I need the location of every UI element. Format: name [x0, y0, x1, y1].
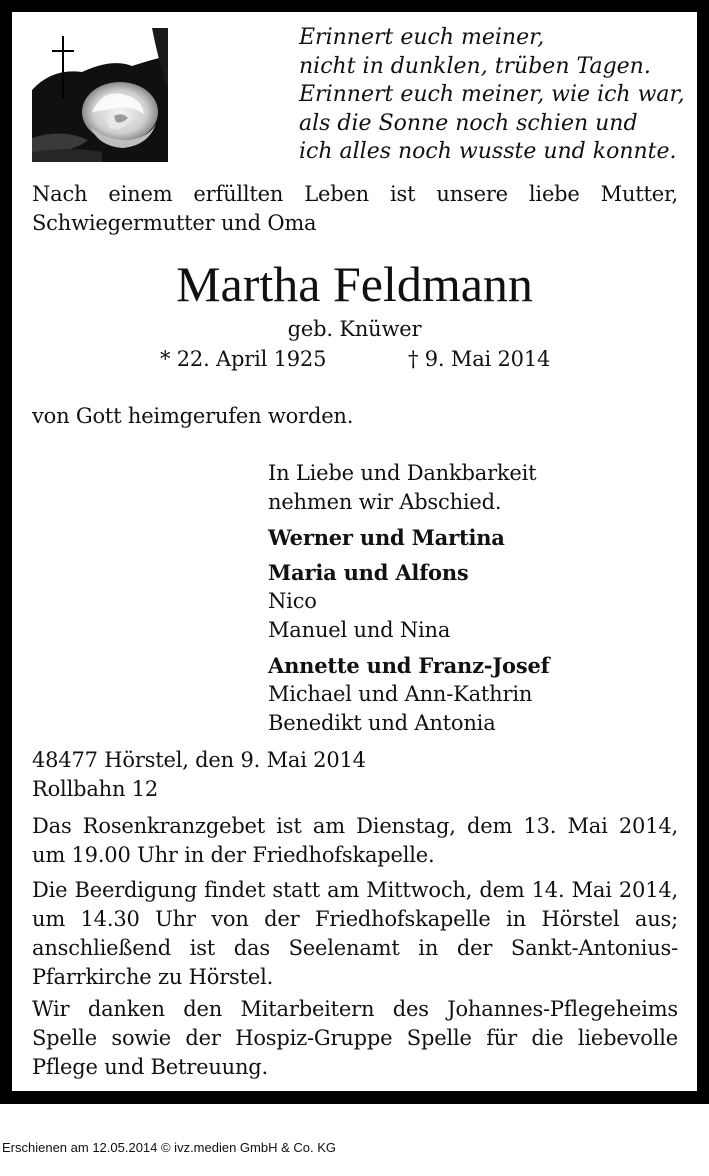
deceased-name: Martha Feldmann [176, 256, 533, 312]
called-home-text: von Gott heimgerufen worden. [32, 404, 354, 428]
rosary-paragraph: Das Rosenkranzgebet ist am Dienstag, dem 13. Mai 2014, um 19.00 Uhr in der Friedhofskapelle. [32, 814, 678, 867]
family-head: Maria und Alfons [268, 560, 469, 585]
poem-line: Erinnert euch meiner, wie ich war, [299, 82, 685, 107]
family-member: Benedikt und Antonia [268, 711, 496, 735]
poem [299, 24, 685, 167]
farewell-line: In Liebe und Dankbarkeit [268, 461, 537, 485]
family-member: Manuel und Nina [268, 618, 451, 642]
family-head: Werner und Martina [268, 525, 505, 550]
poem-line: ich alles noch wusste und konnte. [299, 139, 677, 164]
family-head: Annette und Franz-Josef [268, 653, 550, 678]
address-line: Rollbahn 12 [32, 777, 159, 801]
birth-date: * 22. April 1925 [160, 347, 327, 371]
poem-line: als die Sonne noch schien und [299, 110, 638, 136]
intro-text: Nach einem erfüllten Leben ist unsere liebe Mutter, Schwiegermutter und Oma [32, 182, 678, 235]
thanks-paragraph: Wir danken den Mitarbeitern des Johannes-Pflegeheims Spelle sowie der Hospiz-Gruppe Spelle für die liebevolle Pflege und Betreuung. [32, 997, 678, 1079]
poem-line: nicht in dunklen, trüben Tagen. [299, 53, 651, 79]
maiden-name: geb. Knüwer [287, 317, 422, 341]
family-member: Nico [268, 589, 317, 613]
obituary-notice [12, 12, 697, 1091]
poem-line: Erinnert euch meiner, [299, 25, 545, 50]
address [32, 746, 366, 804]
cross-icon [52, 36, 74, 98]
signatures [268, 459, 678, 738]
funeral-paragraph: Die Beerdigung findet statt am Mittwoch, dem 14. Mai 2014, um 14.30 Uhr von der Friedhofskapelle in Hörstel aus; anschließend ist das Seelenamt in der Sankt-Antonius-Pfarrkirche zu Hörstel. [32, 878, 678, 989]
publication-footer: Erschienen am 12.05.2014 © ivz.medien GmbH & Co. KG [2, 1140, 337, 1155]
farewell-line: nehmen wir Abschied. [268, 490, 502, 514]
death-date: † 9. Mai 2014 [408, 347, 551, 371]
family-member: Michael und Ann-Kathrin [268, 682, 533, 706]
address-line: 48477 Hörstel, den 9. Mai 2014 [32, 748, 366, 772]
